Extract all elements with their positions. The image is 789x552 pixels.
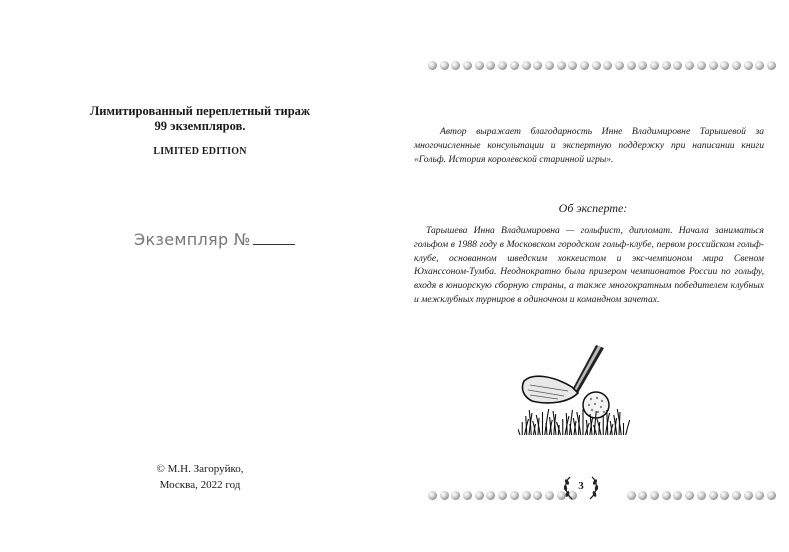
bead-ornament <box>533 61 542 70</box>
bead-ornament <box>709 61 718 70</box>
bead-ornament <box>615 61 624 70</box>
bead-ornament <box>428 491 437 500</box>
bead-ornament <box>767 61 776 70</box>
bead-ornament <box>638 61 647 70</box>
limited-edition-label: LIMITED EDITION <box>153 146 247 157</box>
page-number-ornament <box>558 474 604 502</box>
bead-ornament <box>486 61 495 70</box>
bead-ornament <box>744 61 753 70</box>
bead-ornament <box>522 61 531 70</box>
bead-ornament <box>685 491 694 500</box>
place-year-line: Москва, 2022 год <box>159 479 241 491</box>
bead-ornament <box>744 491 753 500</box>
imprint <box>70 461 330 493</box>
bead-ornament <box>486 491 495 500</box>
bead-ornament <box>568 61 577 70</box>
copy-number-label: Экземпляр № <box>134 230 251 249</box>
bead-ornament <box>545 491 554 500</box>
bead-ornament <box>451 491 460 500</box>
bead-ornament <box>440 61 449 70</box>
bead-ornament <box>580 61 589 70</box>
bead-ornament <box>603 61 612 70</box>
bead-ornament <box>650 61 659 70</box>
acknowledgement-paragraph: Автор выражает благодарность Инне Владимировне Тарышевой за многочисленные консультации и экспертную поддержку при написании книги «Гольф. История королевской старинной игры». <box>414 126 764 165</box>
bead-ornament <box>533 491 542 500</box>
bead-ornament <box>557 61 566 70</box>
edition-title-line1: Лимитированный переплетный тираж <box>89 104 310 118</box>
bead-ornament <box>522 491 531 500</box>
bead-ornament <box>451 61 460 70</box>
bead-ornament <box>755 491 764 500</box>
bead-ornament <box>732 61 741 70</box>
bead-ornament <box>662 61 671 70</box>
bead-ornament <box>732 491 741 500</box>
bead-ornament <box>428 61 437 70</box>
left-page <box>0 0 394 552</box>
bead-ornament <box>592 61 601 70</box>
expert-heading: Об эксперте: <box>558 201 628 215</box>
expert-paragraph: Тарышева Инна Владимировна — гольфист, дипломат. Начала заниматься гольфом в 1988 году в Московском городском гольф-клубе, первом российском гольф-клубе, основанном шведским хоккеистом и экс-чемпионом мира Свеном Юханссоном-Тумба. Неоднократно была призером чемпионатов России по гольфу, входя в юниорскую сборную страны, а также многократным победителем клубных и межклубных турниров в одиночном и командном зачетах. <box>414 225 764 305</box>
edition-title <box>70 104 330 134</box>
bead-ornament <box>627 491 636 500</box>
bead-ornament <box>697 491 706 500</box>
bead-ornament <box>673 61 682 70</box>
bead-ornament <box>662 491 671 500</box>
bead-ornament <box>463 61 472 70</box>
copy-number-blank <box>253 243 295 245</box>
bead-ornament <box>475 491 484 500</box>
bead-ornament <box>697 61 706 70</box>
bead-ornament <box>720 491 729 500</box>
right-page <box>394 0 789 552</box>
bead-ornament <box>685 61 694 70</box>
bead-ornament <box>709 491 718 500</box>
bead-ornament <box>755 61 764 70</box>
bead-ornament <box>498 491 507 500</box>
edition-title-line2: 99 экземпляров. <box>154 119 246 133</box>
bead-ornament <box>673 491 682 500</box>
bead-ornament <box>510 61 519 70</box>
bead-ornament <box>545 61 554 70</box>
bead-ornament <box>475 61 484 70</box>
bead-ornament <box>767 491 776 500</box>
bead-ornament <box>627 61 636 70</box>
bead-ornament <box>638 491 647 500</box>
bead-ornament <box>440 491 449 500</box>
page-number: 3 <box>578 480 584 492</box>
copy-number-line <box>134 230 295 249</box>
bead-ornament <box>498 61 507 70</box>
copyright-line: © М.Н. Загоруйко, <box>156 463 244 475</box>
golf-club-and-ball-icon <box>518 341 630 437</box>
bead-ornament <box>720 61 729 70</box>
bead-ornament <box>510 491 519 500</box>
bead-ornament <box>650 491 659 500</box>
top-bead-border <box>428 60 776 70</box>
bead-ornament <box>463 491 472 500</box>
